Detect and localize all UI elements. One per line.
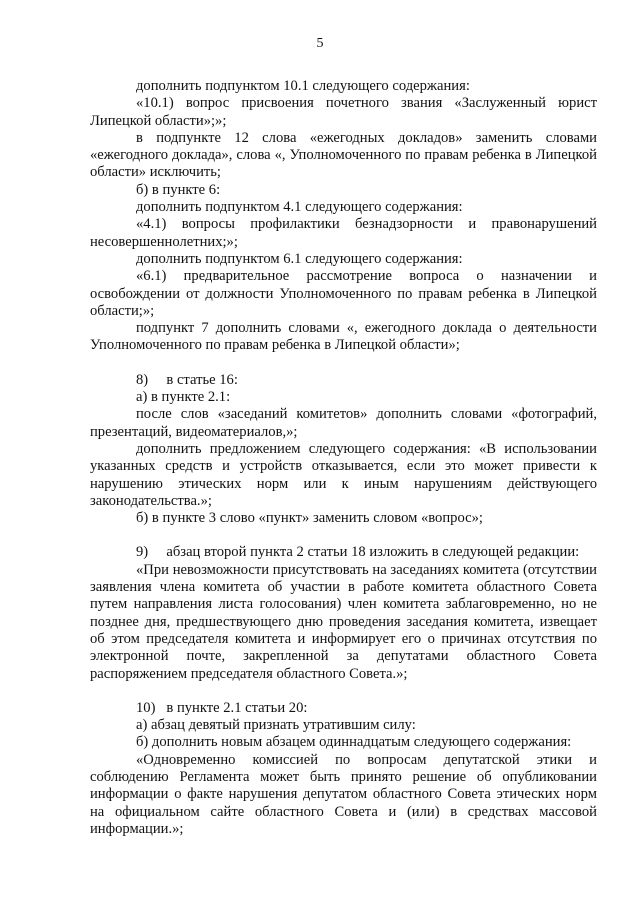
paragraph: б) дополнить новым абзацем одиннадцатым следующего содержания: <box>136 734 572 751</box>
paragraph: 9) абзац второй пункта 2 статьи 18 изложить в следующей редакции: <box>136 544 580 561</box>
page-number: 5 <box>316 36 324 51</box>
paragraph: «4.1) вопросы профилактики безнадзорности и правонарушений несовершеннолетних;»; <box>90 216 597 250</box>
document-body <box>90 78 597 838</box>
paragraph: подпункт 7 дополнить словами «, ежегодного доклада о деятельности Уполномоченного по правам ребенка в Липецкой области»; <box>90 320 597 354</box>
paragraph: б) в пункте 6: <box>136 181 221 198</box>
paragraph: дополнить подпунктом 6.1 следующего содержания: <box>136 250 463 267</box>
paragraph: «10.1) вопрос присвоения почетного звания «Заслуженный юрист Липецкой области»;»; <box>90 95 597 129</box>
paragraph-gap <box>90 527 597 544</box>
paragraph-gap <box>90 355 597 372</box>
paragraph: 10) в пункте 2.1 статьи 20: <box>136 699 308 716</box>
paragraph: «При невозможности присутствовать на заседаниях комитета (отсутствии заявления члена комитета об участии в работе комитета областного Совета путем направления листа голосования) член комитета заблаговременно, но не позднее дня, предшествующего дню проведения заседания комитета, извещает об этом председателя комитета и информирует его о причинах отсутствия по электронной почте, закрепленной за депутатами областного Совета распоряжением председателя областного Совета.»; <box>90 561 597 682</box>
paragraph: дополнить подпунктом 4.1 следующего содержания: <box>136 199 463 216</box>
paragraph: а) в пункте 2.1: <box>136 389 231 406</box>
paragraph: 8) в статье 16: <box>136 371 238 388</box>
paragraph: после слов «заседаний комитетов» дополнить словами «фотографий, презентаций, видеоматериалов,»; <box>90 406 597 440</box>
paragraph: дополнить предложением следующего содержания: «В использовании указанных средств и устройств отказывается, если это может привести к нарушению этических норм или к иным нарушениям действующего законодательства.»; <box>90 440 597 509</box>
paragraph: «Одновременно комиссией по вопросам депутатской этики и соблюдению Регламента может быть принято решение об опубликовании информации о факте нарушения депутатом областного Совета этических норм на официальном сайте областного Совета и (или) в средствах массовой информации.»; <box>90 751 597 837</box>
paragraph-gap <box>90 683 597 700</box>
paragraph: «6.1) предварительное рассмотрение вопроса о назначении и освобождении от должности Уполномоченного по правам ребенка в Липецкой области;»; <box>90 268 597 319</box>
paragraph: дополнить подпунктом 10.1 следующего содержания: <box>136 78 470 94</box>
paragraph: б) в пункте 3 слово «пункт» заменить словом «вопрос»; <box>136 510 483 527</box>
paragraph: а) абзац девятый признать утратившим силу: <box>136 717 416 734</box>
paragraph: в подпункте 12 слова «ежегодных докладов» заменить словами «ежегодного доклада», слова «, Уполномоченного по правам ребенка в Липецкой области» исключить; <box>90 129 597 181</box>
